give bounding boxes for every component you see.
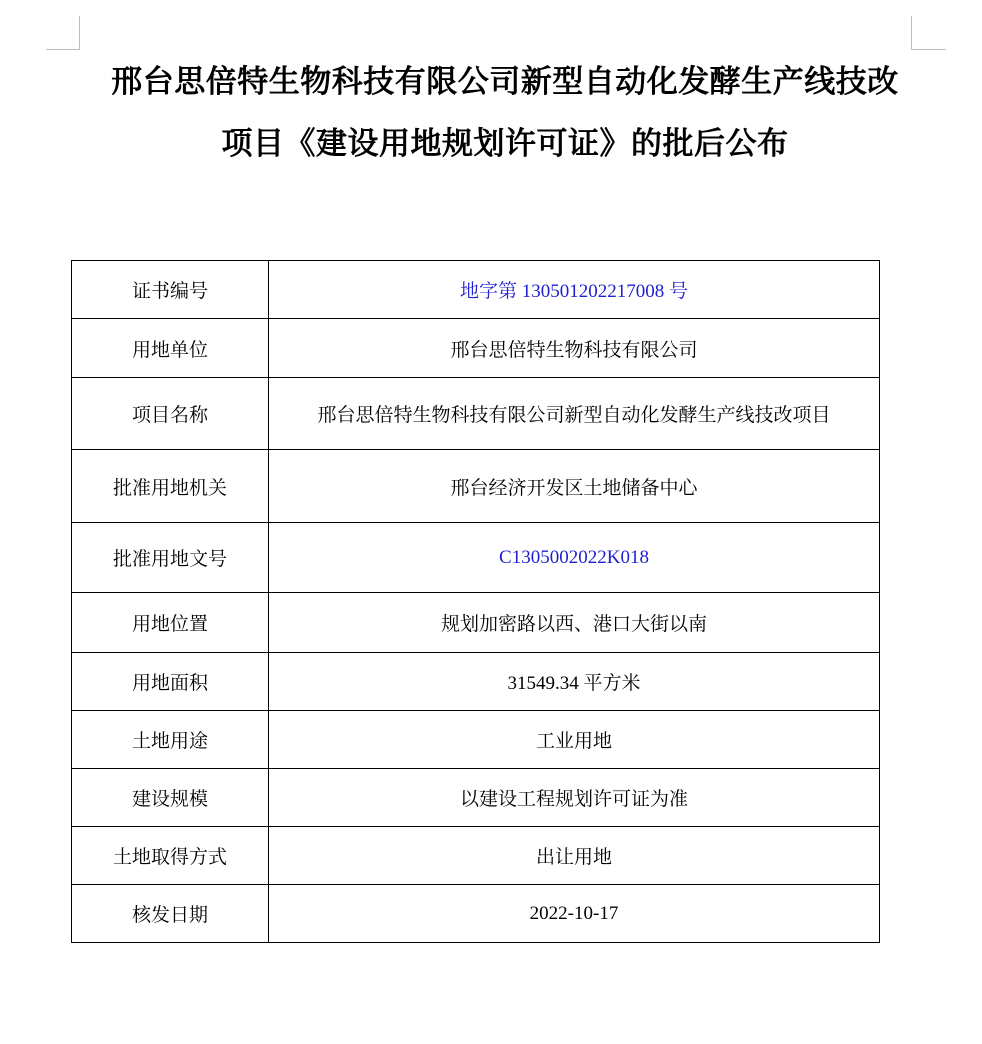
row-label: 项目名称 (72, 378, 269, 450)
row-label: 用地单位 (72, 319, 269, 378)
row-value: 规划加密路以西、港口大街以南 (269, 593, 880, 653)
table-row-approving-authority (72, 450, 880, 523)
row-label: 用地面积 (72, 653, 269, 711)
table-row-certificate-number (72, 261, 880, 319)
row-value: 以建设工程规划许可证为准 (269, 769, 880, 827)
row-value: C1305002022K018 (269, 523, 880, 593)
table-row-land-acquisition-method (72, 827, 880, 885)
row-value: 31549.34 平方米 (269, 653, 880, 711)
row-value: 邢台经济开发区土地储备中心 (269, 450, 880, 523)
row-value: 工业用地 (269, 711, 880, 769)
table-row-approval-document-number (72, 523, 880, 593)
row-label: 土地用途 (72, 711, 269, 769)
table-row-land-user (72, 319, 880, 378)
table-row-land-use (72, 711, 880, 769)
row-label: 批准用地机关 (72, 450, 269, 523)
row-label: 批准用地文号 (72, 523, 269, 593)
table-row-land-area (72, 653, 880, 711)
permit-info-table (71, 260, 880, 943)
row-value: 出让用地 (269, 827, 880, 885)
row-value: 邢台思倍特生物科技有限公司 (269, 319, 880, 378)
row-label: 用地位置 (72, 593, 269, 653)
row-value: 邢台思倍特生物科技有限公司新型自动化发酵生产线技改项目 (269, 378, 880, 450)
document-title-line-2: 项目《建设用地规划许可证》的批后公布 (221, 126, 789, 162)
crop-mark-top-right (911, 16, 946, 50)
row-label: 核发日期 (72, 885, 269, 943)
document-title-line-1: 邢台思倍特生物科技有限公司新型自动化发酵生产线技改 (111, 64, 899, 100)
table-row-issue-date (72, 885, 880, 943)
table-row-construction-scale (72, 769, 880, 827)
row-value: 地字第 130501202217008 号 (269, 261, 880, 319)
row-label: 证书编号 (72, 261, 269, 319)
crop-mark-top-left (46, 16, 80, 50)
table-row-project-name (72, 378, 880, 450)
table-row-land-location (72, 593, 880, 653)
row-label: 土地取得方式 (72, 827, 269, 885)
row-label: 建设规模 (72, 769, 269, 827)
row-value: 2022-10-17 (269, 885, 880, 943)
